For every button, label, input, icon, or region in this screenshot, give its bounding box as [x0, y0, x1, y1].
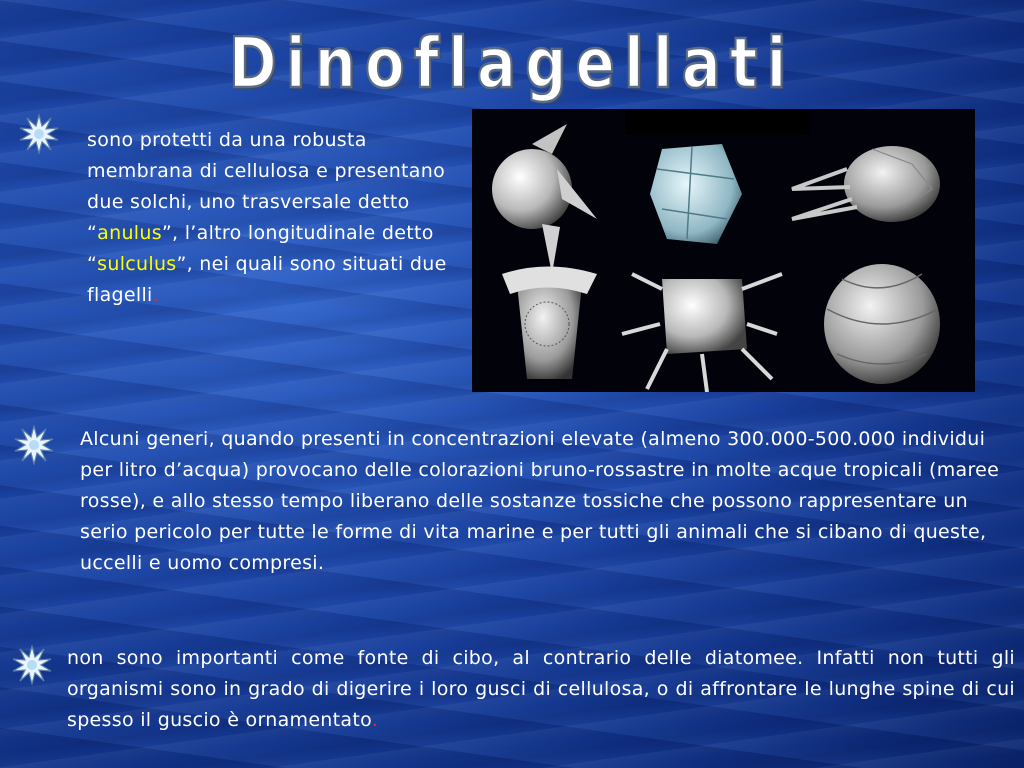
bullet1-text-c: ”, nei quali sono situati due flagelli — [87, 253, 447, 306]
bullet-text-fonte-cibo — [67, 643, 1015, 736]
bullet-text-maree-rosse: Alcuni generi, quando presenti in concentrazioni elevate (almeno 300.000-500.000 individui per litro d’acqua) provocano delle colorazioni bruno-rossastre in molte acque tropicali (maree rosse), e allo stesso tempo liberano delle sostanze tossiche che possono rappresentare un serio pericolo per tutte le forme di vita marine e per tutti gli animali che si cibano di queste, uccelli e uomo compresi. — [80, 428, 1000, 574]
starburst-bullet-icon — [12, 645, 52, 685]
highlight-anulus: anulus — [97, 222, 162, 244]
dinoflagellate-micrograph — [472, 109, 975, 392]
bullet3-end-dot: . — [371, 709, 379, 731]
organism-spined — [844, 146, 940, 222]
micrograph-drawing — [472, 109, 975, 392]
bullet-text-membrana — [87, 125, 473, 311]
bullet1-text-b: ”, l’altro longitudinale detto “ — [87, 222, 434, 275]
starburst-bullet-icon — [19, 114, 59, 154]
highlight-sulculus: sulculus — [97, 253, 177, 275]
organism-ceratium — [492, 149, 572, 229]
organism-peridinium — [650, 144, 742, 244]
starburst-bullet-icon — [14, 425, 54, 465]
bullet1-end-dot: . — [152, 284, 159, 306]
bullet1-text-a: sono protetti da una robusta membrana di cellulosa e presentano due solchi, uno trasversale detto “ — [87, 129, 446, 244]
slide-title: Dinoflagellati — [228, 22, 796, 104]
bullet3-text: non sono importanti come fonte di cibo, al contrario delle diatomee. Infatti non tutti gli organismi sono in grado di digerire i loro gusci di cellulosa, o di affrontare le lunghe spine di cui spesso il guscio è ornamentato — [67, 647, 1015, 731]
organism-spiky — [662, 279, 747, 354]
